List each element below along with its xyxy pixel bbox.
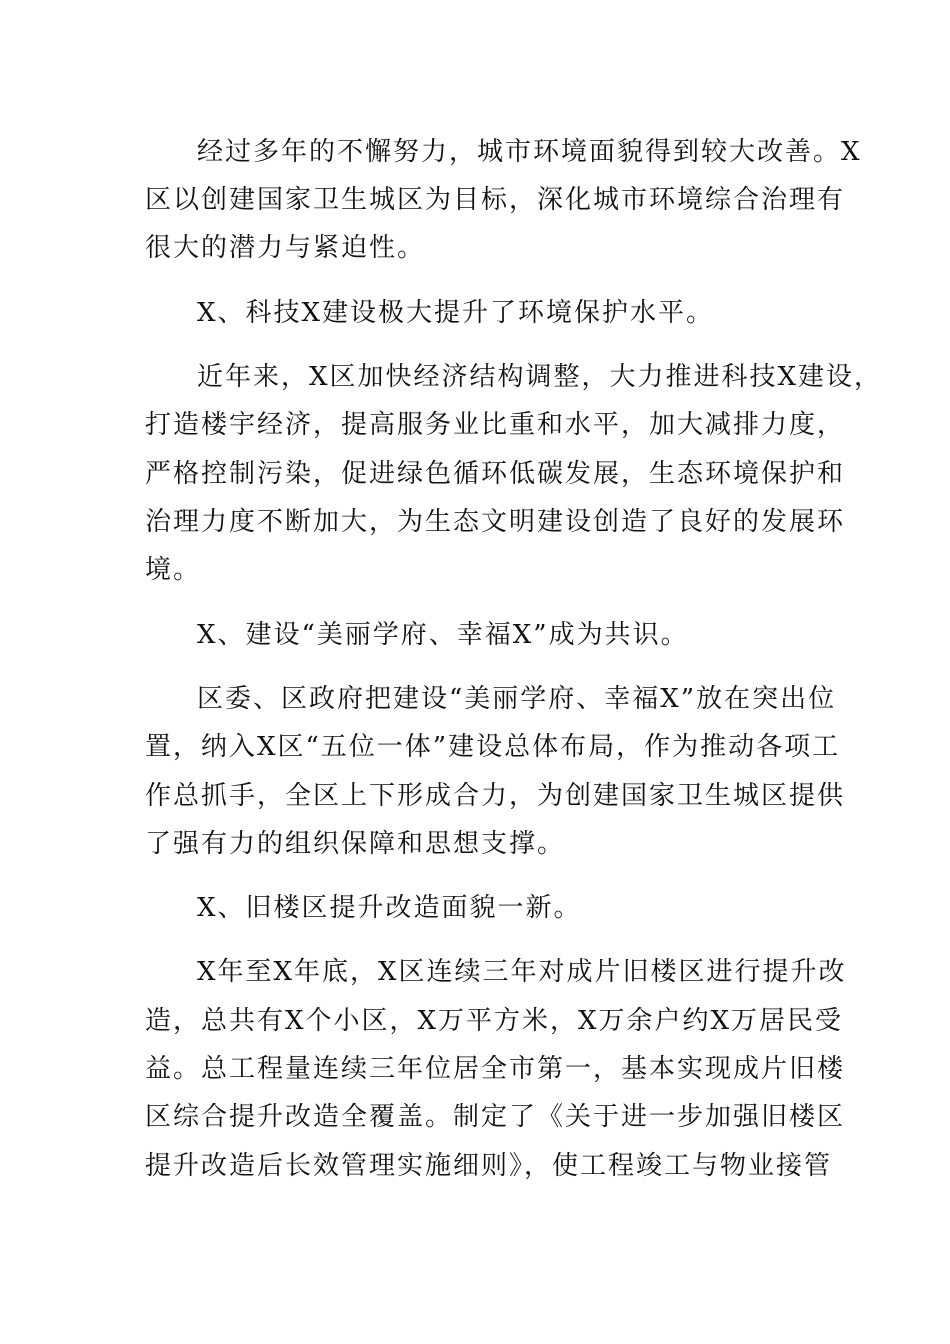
text-line: 提升改造后长效管理实施细则》，使工程竣工与物业接管: [145, 1151, 833, 1181]
text-line: 益。总工程量连续三年位居全市第一，基本实现成片旧楼: [145, 1054, 846, 1084]
text-line: 了强有力的组织保障和思想支撑。: [145, 829, 566, 859]
text-line: 经过多年的不懈努力，城市环境面貌得到较大改善。X: [197, 137, 862, 167]
text-line: 近年来，X区加快经济结构调整，大力推进科技X建设，: [197, 362, 883, 392]
text-line: X年至X年底，X区连续三年对成片旧楼区进行提升改: [197, 957, 847, 987]
text-line: 境。: [145, 555, 202, 585]
text-line: 很大的潜力与紧迫性。: [145, 233, 426, 263]
section-heading: X、旧楼区提升改造面貌一新。: [197, 893, 582, 923]
text-line: 严格控制污染，促进绿色循环低碳发展，生态环境保护和: [145, 459, 846, 489]
text-line: 区以创建国家卫生城区为目标，深化城市环境综合治理有: [145, 185, 846, 215]
section-heading: X、科技X建设极大提升了环境保护水平。: [197, 298, 715, 328]
section-heading: X、建设“美丽学府、幸福X”成为共识。: [197, 620, 689, 650]
text-line: 区委、区政府把建设“美丽学府、幸福X”放在突出位: [197, 684, 837, 714]
text-line: 治理力度不断加大，为生态文明建设创造了良好的发展环: [145, 507, 846, 537]
text-line: 作总抓手，全区上下形成合力，为创建国家卫生城区提供: [145, 781, 846, 811]
text-line: 置，纳入X区“五位一体”建设总体布局，作为推动各项工: [145, 732, 841, 762]
text-line: 区综合提升改造全覆盖。制定了《关于进一步加强旧楼区: [145, 1102, 846, 1132]
text-line: 打造楼宇经济，提高服务业比重和水平，加大减排力度，: [145, 410, 846, 440]
text-line: 造，总共有X个小区，X万平方米，X万余户约X万居民受: [145, 1006, 844, 1036]
